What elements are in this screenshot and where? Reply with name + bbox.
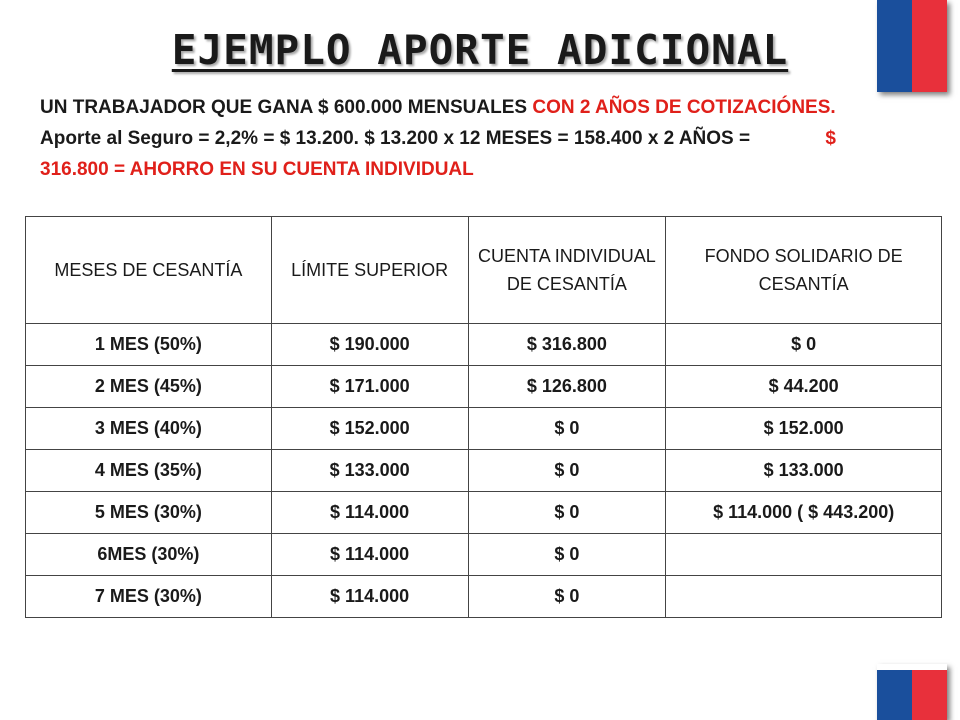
table-row bbox=[26, 534, 942, 576]
table-cell: 2 MES (45%) bbox=[26, 366, 272, 408]
table-cell: $ 0 bbox=[666, 324, 942, 366]
benefits-table bbox=[25, 216, 942, 618]
table-row bbox=[26, 324, 942, 366]
table-row bbox=[26, 576, 942, 618]
table-cell: $ 152.000 bbox=[666, 408, 942, 450]
header-fondo bbox=[666, 217, 942, 324]
table-cell: $ 152.000 bbox=[271, 408, 468, 450]
intro-highlight-1: CON 2 AÑOS DE COTIZACIÓNES. bbox=[532, 97, 836, 118]
chile-flag-decoration-bottom bbox=[877, 664, 947, 720]
table-cell: $ 114.000 bbox=[271, 576, 468, 618]
intro-paragraph bbox=[40, 92, 860, 185]
intro-text-2: Aporte al Seguro = 2,2% = $ 13.200. $ 13.200 x 12 MESES = 158.400 x 2 AÑOS = bbox=[40, 128, 756, 149]
table-cell bbox=[666, 534, 942, 576]
table-cell: 6MES (30%) bbox=[26, 534, 272, 576]
table-cell: 7 MES (30%) bbox=[26, 576, 272, 618]
table-cell: $ 133.000 bbox=[271, 450, 468, 492]
table-cell: $ 126.800 bbox=[468, 366, 666, 408]
table-cell: $ 0 bbox=[468, 576, 666, 618]
flag-red-stripe bbox=[912, 0, 947, 92]
table-cell: 1 MES (50%) bbox=[26, 324, 272, 366]
table-cell: $ 316.800 bbox=[468, 324, 666, 366]
table-row bbox=[26, 408, 942, 450]
table-row bbox=[26, 492, 942, 534]
table-cell: $ 44.200 bbox=[666, 366, 942, 408]
table-cell: $ 0 bbox=[468, 534, 666, 576]
flag-white-stripe bbox=[877, 664, 947, 670]
table-cell: $ 0 bbox=[468, 492, 666, 534]
header-cuenta-label: CUENTA INDIVIDUAL DE CESANTÍA bbox=[478, 246, 656, 294]
table-cell: $ 133.000 bbox=[666, 450, 942, 492]
table-cell: $ 0 bbox=[468, 408, 666, 450]
table-row bbox=[26, 450, 942, 492]
flag-red-stripe bbox=[912, 664, 947, 720]
intro-text-1: UN TRABAJADOR QUE GANA $ 600.000 MENSUALES bbox=[40, 97, 533, 118]
intro-highlight-2: $ 316.800 = AHORRO EN SU CUENTA INDIVIDUAL bbox=[40, 128, 836, 180]
header-cuenta bbox=[468, 217, 666, 324]
table-cell: 3 MES (40%) bbox=[26, 408, 272, 450]
header-limite bbox=[271, 217, 468, 324]
table-cell: 5 MES (30%) bbox=[26, 492, 272, 534]
table-header-row bbox=[26, 217, 942, 324]
flag-blue-stripe bbox=[877, 0, 912, 92]
header-fondo-label: FONDO SOLIDARIO DE CESANTÍA bbox=[704, 246, 903, 294]
table-cell: $ 114.000 ( $ 443.200) bbox=[666, 492, 942, 534]
table-cell bbox=[666, 576, 942, 618]
table-cell: 4 MES (35%) bbox=[26, 450, 272, 492]
table-cell: $ 0 bbox=[468, 450, 666, 492]
chile-flag-decoration-top bbox=[877, 0, 947, 92]
table-cell: $ 190.000 bbox=[271, 324, 468, 366]
table-cell: $ 171.000 bbox=[271, 366, 468, 408]
header-limite-label: LÍMITE SUPERIOR bbox=[291, 260, 449, 280]
header-meses bbox=[26, 217, 272, 324]
table-cell: $ 114.000 bbox=[271, 534, 468, 576]
slide-title: EJEMPLO APORTE ADICIONAL bbox=[171, 26, 789, 74]
header-meses-label: MESES DE CESANTÍA bbox=[54, 260, 243, 280]
table-row bbox=[26, 366, 942, 408]
table-cell: $ 114.000 bbox=[271, 492, 468, 534]
flag-blue-stripe bbox=[877, 664, 912, 720]
